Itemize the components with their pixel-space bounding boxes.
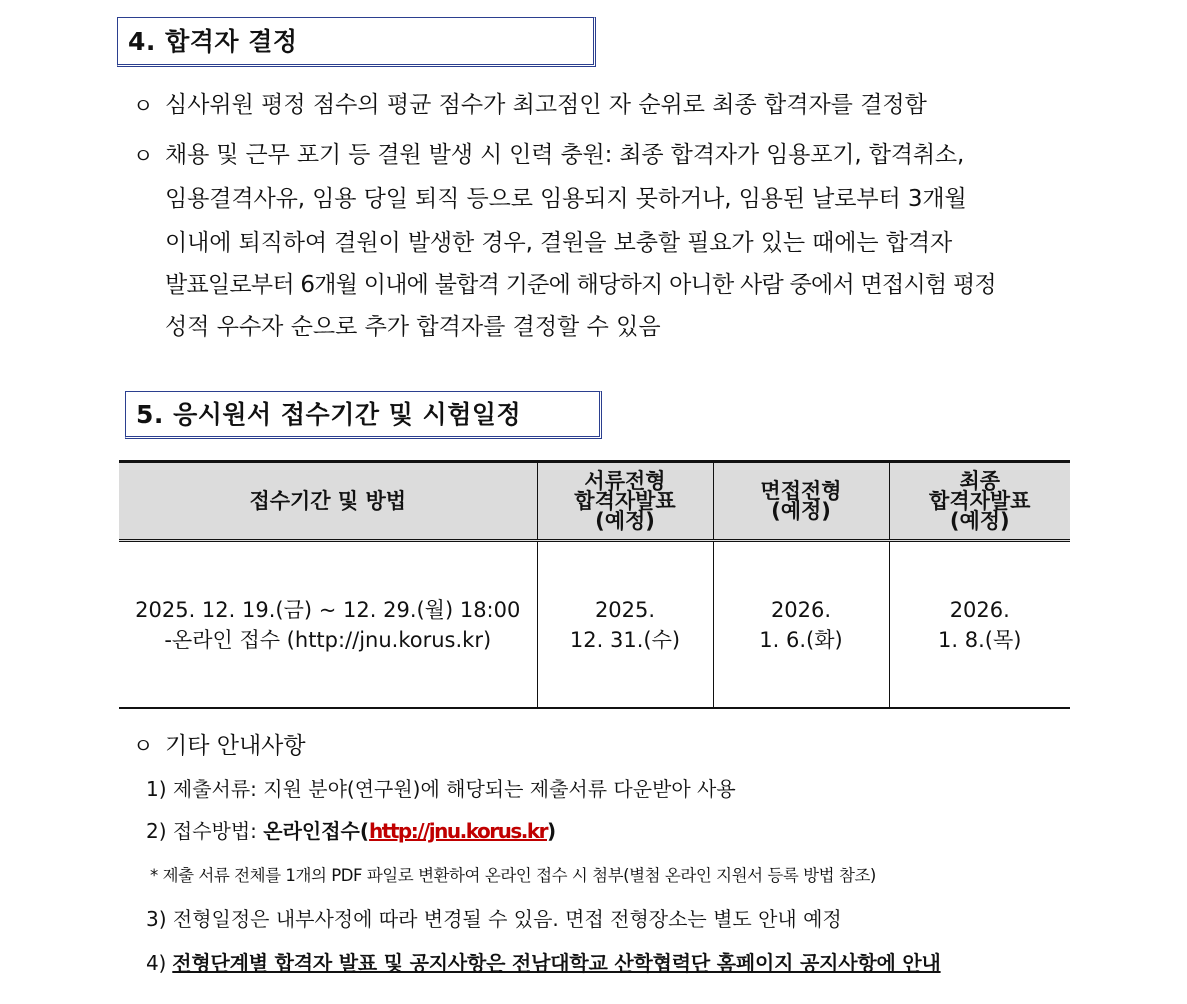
bullet-marker: ㅇ (133, 144, 154, 168)
bullet-marker: ㅇ (133, 94, 154, 118)
section-4-item-2-line: 이내에 퇴직하여 결원이 발생한 경우, 결원을 보충할 필요가 있는 때에는 합격자 (165, 230, 953, 256)
bullet-marker: ㅇ (133, 734, 154, 758)
cell-line: 2026. (949, 597, 1010, 622)
note-item-2-prefix: 2) 접수방법: (146, 819, 264, 843)
header-line: 최종 (959, 469, 1001, 493)
header-line: (예정) (595, 509, 655, 533)
section-5-heading (125, 391, 602, 439)
note-item-4-prefix: 4) (146, 951, 173, 975)
header-interview (713, 462, 889, 541)
section-4-item-2-line: 성적 우수자 순으로 추가 합격자를 결정할 수 있음 (165, 314, 661, 340)
table-header-row (119, 462, 1070, 541)
apply-link[interactable]: http://jnu.korus.kr (369, 819, 547, 843)
cell-line: 1. 8.(목) (938, 627, 1022, 652)
table-row (119, 541, 1070, 709)
note-item-3: 3) 전형일정은 내부사정에 따라 변경될 수 있음. 면접 전형장소는 별도 안내 예정 (146, 907, 842, 931)
note-asterisk: * 제출 서류 전체를 1개의 PDF 파일로 변환하여 온라인 접수 시 첨부(별첨 온라인 지원서 등록 방법 참조) (150, 866, 876, 885)
header-line: 합격자발표 (929, 489, 1031, 513)
note-item-4 (146, 943, 941, 983)
header-line: 접수기간 및 방법 (249, 489, 407, 513)
section-4-item-1: 심사위원 평정 점수의 평균 점수가 최고점인 자 순위로 최종 합격자를 결정함 (165, 92, 927, 118)
section-5-title: 5. 응시원서 접수기간 및 시험일정 (136, 399, 522, 429)
cell-final-result-date (889, 541, 1070, 709)
section-4-item-2-line: 임용결격사유, 임용 당일 퇴직 등으로 임용되지 못하거나, 임용된 날로부터 3개월 (165, 186, 967, 212)
section-4-heading (117, 17, 596, 67)
header-document-screening (537, 462, 713, 541)
header-final-announcement (889, 462, 1070, 541)
notes-title: 기타 안내사항 (165, 733, 306, 759)
header-application-period (119, 462, 537, 541)
header-line: (예정) (771, 499, 831, 523)
header-line: 합격자발표 (574, 489, 676, 513)
section-4-title: 4. 합격자 결정 (128, 26, 298, 56)
cell-line: 2025. 12. 19.(금) ~ 12. 29.(월) 18:00 (135, 597, 521, 622)
header-line: 면접전형 (760, 479, 842, 503)
section-4-item-2-line: 채용 및 근무 포기 등 결원 발생 시 인력 충원: 최종 합격자가 임용포기, 합격취소, (165, 142, 965, 168)
header-line: (예정) (949, 509, 1010, 533)
note-item-2-bold: 온라인접수( (263, 819, 370, 843)
cell-interview-date (713, 541, 889, 709)
note-item-1: 1) 제출서류: 지원 분야(연구원)에 해당되는 제출서류 다운받아 사용 (146, 777, 736, 801)
cell-document-result-date (537, 541, 713, 709)
note-item-4-text: 전형단계별 합격자 발표 및 공지사항은 전남대학교 산학협력단 홈페이지 공지사항에 안내 (172, 951, 941, 975)
note-item-2-suffix: ) (547, 819, 557, 843)
cell-line: 2026. (770, 597, 832, 622)
schedule-table (119, 460, 1070, 709)
cell-line: 1. 6.(화) (759, 627, 843, 652)
cell-line: 12. 31.(수) (569, 627, 681, 652)
cell-line: 2025. (594, 597, 656, 622)
cell-line: -온라인 접수 (http://jnu.korus.kr) (164, 627, 492, 652)
cell-application-period (119, 541, 537, 709)
note-item-2 (146, 811, 556, 851)
section-4-item-2-line: 발표일로부터 6개월 이내에 불합격 기준에 해당하지 아니한 사람 중에서 면접시험 평정 (165, 272, 996, 298)
header-line: 서류전형 (584, 469, 666, 493)
